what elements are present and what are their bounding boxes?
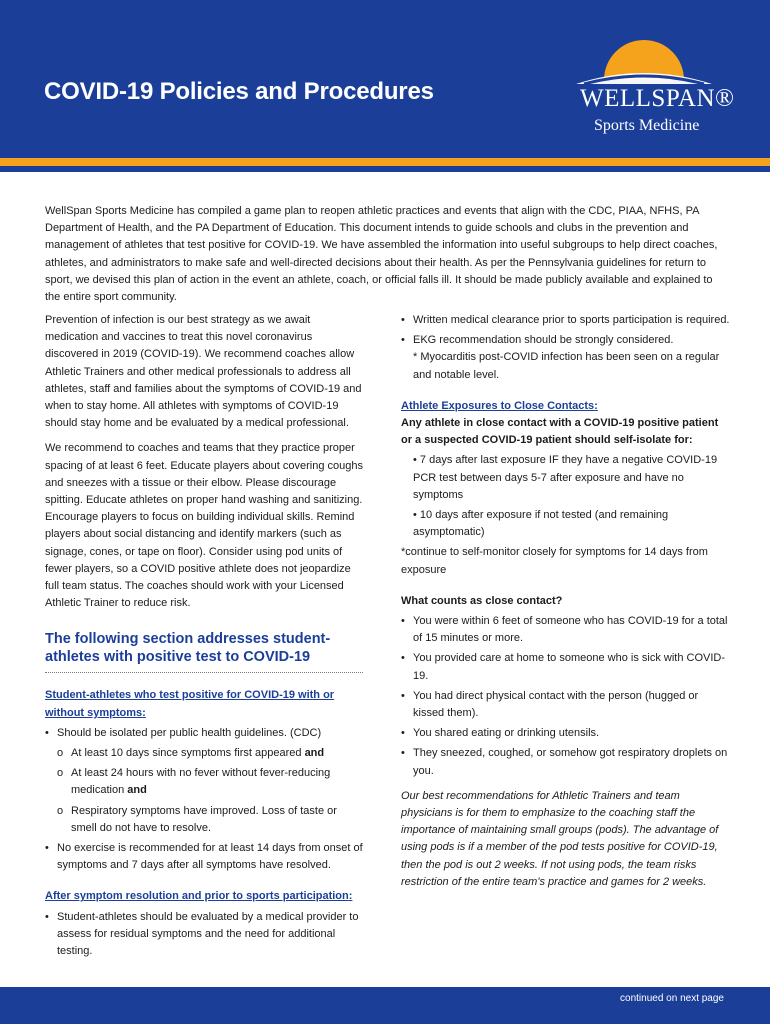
navy-stripe [0,166,770,172]
right-column [401,312,731,891]
clearance-list [401,312,731,349]
exposure-item: • 7 days after last exposure IF they have a negative COVID-19 PCR test between days 5-7 after exposure and have no symptoms [413,454,718,501]
section-heading: The following section addresses student-athletes with positive test to COVID-19 [45,630,363,673]
list-item: • You had direct physical contact with the person (hugged or kissed them). [401,688,731,722]
footer-bar [0,987,770,1024]
orange-stripe [0,158,770,166]
list-item: • Should be isolated per public health guidelines. (CDC) [45,725,363,742]
myocarditis-note: * Myocarditis post-COVID infection has been seen on a regular and notable level. [413,351,720,381]
close-contact-list [401,613,731,780]
positive-test-heading: Student-athletes who test positive for COVID-19 with or without symptoms: [45,689,335,719]
list-item: • EKG recommendation should be strongly considered. [401,332,731,349]
close-contact-heading: What counts as close contact? [401,594,563,607]
list-item: o At least 10 days since symptoms first appeared and [45,745,363,762]
left-column [45,312,363,960]
evaluation-list [45,909,363,961]
prevention-paragraph: Prevention of infection is our best strategy as we await medication and vaccines to treat this novel coronavirus discovered in 2019 (COVID-19). We recommend coaches allow Athletic Trainers and other medical professionals to address all athletes, staff and families about the symptoms of COVID-19 and when to stay home. All athletes with symptoms of COVID-19 should stay home and be evaluated by a medical professional. [45,314,362,430]
self-isolate-statement: Any athlete in close contact with a COVID-19 positive patient or a suspected COVID-19 patient should self-isolate for: [401,417,719,447]
list-item: o At least 24 hours with no fever without fever-reducing medication and [45,765,363,799]
list-item: • You were within 6 feet of someone who has COVID-19 for a total of 15 minutes or more. [401,613,731,647]
wellspan-logo [566,40,736,140]
recommendation-paragraph: Our best recommendations for Athletic Trainers and team physicians is for them to emphasize to the coaching staff the importance of maintaining small groups (pods). The advantage of using pods is if a member of the pod tests positive for COVID-19, then the pod is out 2 weeks. If not using pods, the team risks restriction of the entire team's practice and games for 2 weeks. [401,789,719,888]
brand-subtitle: Sports Medicine [594,117,700,134]
page-title: COVID-19 Policies and Procedures [44,78,434,105]
list-item: • They sneezed, coughed, or somehow got respiratory droplets on you. [401,745,731,779]
intro-paragraph: WellSpan Sports Medicine has compiled a game plan to reopen athletic practices and events that align with the CDC, PIAA, NFHS, PA Department of Health, and the PA Department of Education. This document intends to guide schools and clubs in the prevention and management of athletes that test positive for COVID-19. We have assembled the information into useful subgroups to help direct coaches, athletes, and administrators to make safe and well-directed decisions about their health. As per the Pennsylvania guidelines for return to sport, we devised this plan of action in the event an athlete, coach, or official falls ill. It should be made publicly available and explained to the entire sport community. [45,205,718,304]
resolution-heading: After symptom resolution and prior to sports participation: [45,890,353,903]
list-item: o Respiratory symptoms have improved. Loss of taste or smell do not have to resolve. [45,803,363,837]
list-item: • You shared eating or drinking utensils. [401,725,731,742]
brand-name: WELLSPAN® [580,85,735,112]
continued-label: continued on next page [620,993,724,1004]
exposures-heading: Athlete Exposures to Close Contacts: [401,399,598,412]
header-banner [0,0,770,158]
list-item: • No exercise is recommended for at least 14 days from onset of symptoms and 7 days after all symptoms have resolved. [45,840,363,874]
list-item: • Written medical clearance prior to sports participation is required. [401,312,731,329]
list-item: • You provided care at home to someone who is sick with COVID-19. [401,650,731,684]
list-item: • Student-athletes should be evaluated by a medical provider to assess for residual symptoms and the need for additional testing. [45,909,363,961]
exposure-item: • 10 days after exposure if not tested (and remaining asymptomatic) [413,509,669,539]
sunrise-icon [574,40,714,84]
self-monitor-note: *continue to self-monitor closely for symptoms for 14 days from exposure [401,546,708,576]
isolation-list [45,725,363,875]
practice-paragraph: We recommend to coaches and teams that they practice proper spacing of at least 6 feet. Educate players about covering coughs and sneezes with a tissue or their elbow. Please discourage spitting. Educate athletes on proper hand washing and sanitizing. Encourage players to focus on building individual skills. Remind players about social distancing and identify markers (such as signage, cones, or tape on floor). Consider using pod units of fewer players, so a COVID positive athlete does not jeopardize full team status. The coaches should work with your Licensed Athletic Trainer to reduce risk. [45,442,363,610]
